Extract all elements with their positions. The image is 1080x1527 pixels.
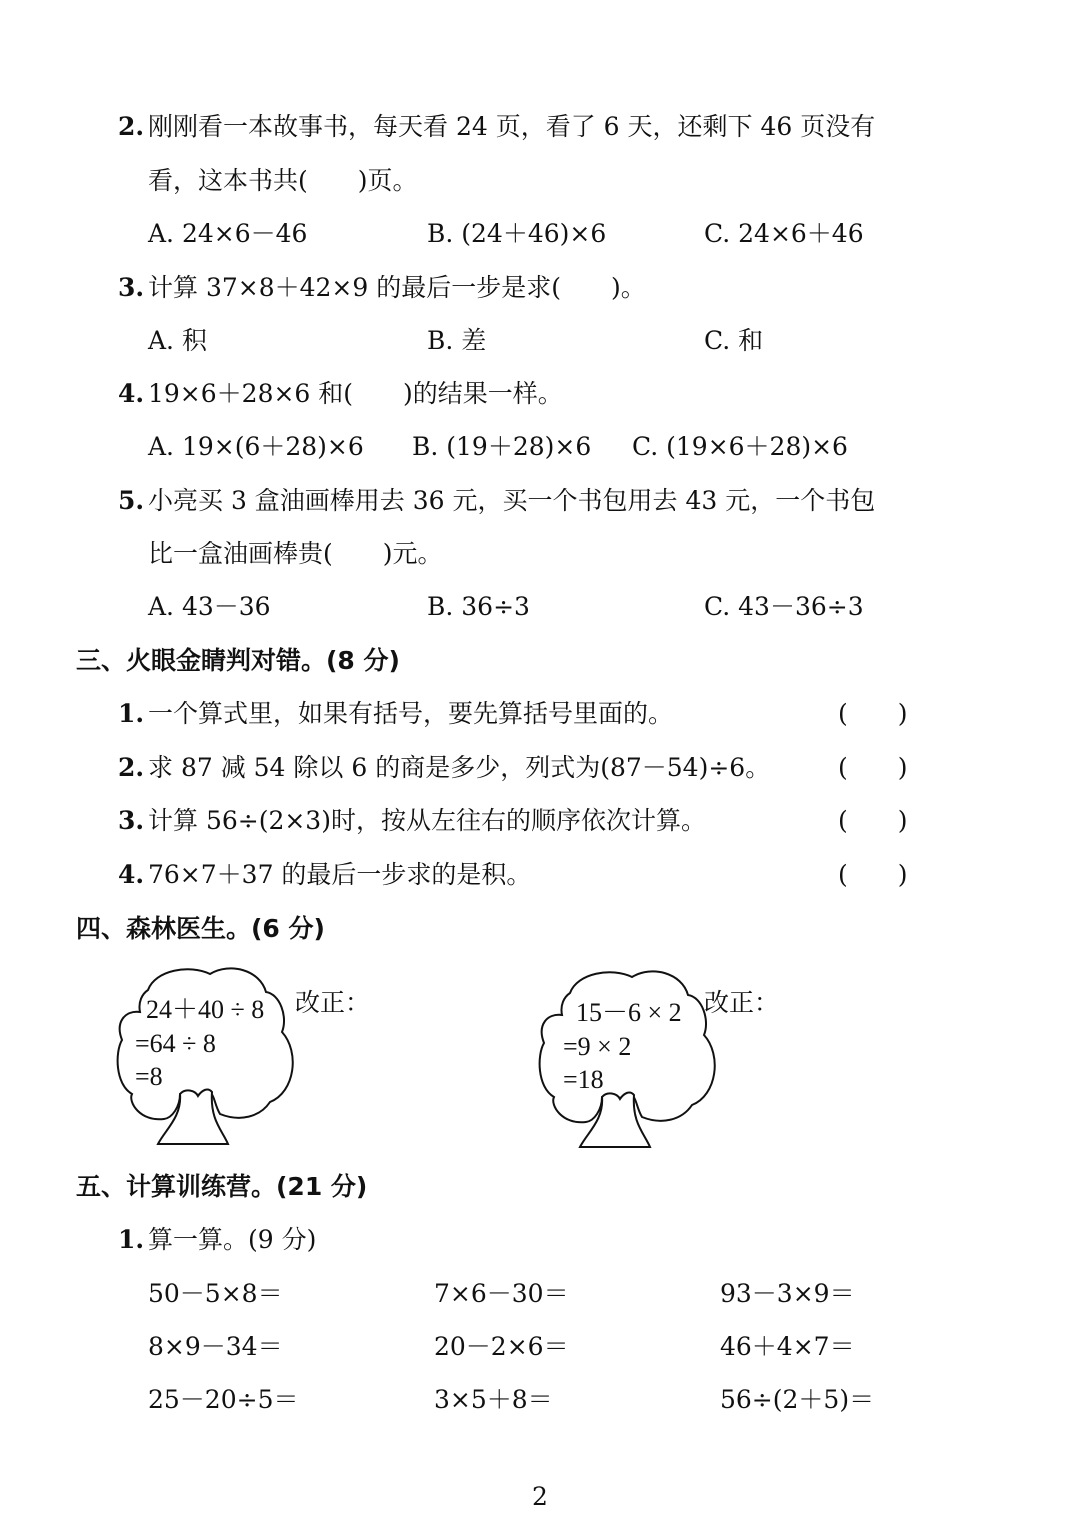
q5-option-b: B. 36÷3 xyxy=(427,592,530,621)
tree-1-line-1: 24＋40 ÷ 8 xyxy=(146,995,265,1024)
calc-r1-c1: 50－5×8＝ xyxy=(148,1279,283,1308)
tree-2-correction-label: 改正： xyxy=(704,988,780,1017)
calc-r3-c1: 25－20÷5＝ xyxy=(148,1385,299,1414)
q2-option-a: A. 24×6－46 xyxy=(148,219,308,248)
q3-text: 计算 37×8＋42×9 的最后一步是求( )。 xyxy=(148,273,646,302)
tree-2-line-2: =9 × 2 xyxy=(563,1032,632,1061)
q4-option-a: A. 19×(6＋28)×6 xyxy=(148,432,364,461)
tree-2-line-1: 15－6 × 2 xyxy=(576,998,682,1027)
judge-3-number: 3. xyxy=(118,806,145,835)
tree-2-line-3: =18 xyxy=(563,1065,604,1094)
judge-2-text: 求 87 减 54 除以 6 的商是多少，列式为(87－54)÷6。 xyxy=(148,753,771,782)
judge-2-number: 2. xyxy=(118,753,145,782)
section-4-title: 四、森林医生。(6 分) xyxy=(76,914,325,943)
tree-1-line-3: =8 xyxy=(135,1062,163,1091)
s5-sub-title: 算一算。(9 分) xyxy=(148,1225,317,1254)
q3-number: 3. xyxy=(118,273,145,302)
judge-2-answer-blank[interactable]: ( ) xyxy=(838,753,908,782)
q4-number: 4. xyxy=(118,379,145,408)
tree-2-drawing xyxy=(532,965,732,1155)
q2-number: 2. xyxy=(118,112,145,141)
judge-4-answer-blank[interactable]: ( ) xyxy=(838,860,908,889)
q5-text-line2: 比一盒油画棒贵( )元。 xyxy=(148,539,443,568)
q3-option-b: B. 差 xyxy=(427,326,487,355)
q2-text-line2: 看，这本书共( )页。 xyxy=(148,166,418,195)
calc-r2-c1: 8×9－34＝ xyxy=(148,1332,283,1361)
q2-option-b: B. (24＋46)×6 xyxy=(427,219,607,248)
judge-1-number: 1. xyxy=(118,699,145,728)
q2-text-line1: 刚刚看一本故事书，每天看 24 页，看了 6 天，还剩下 46 页没有 xyxy=(148,112,876,141)
q4-text: 19×6＋28×6 和( )的结果一样。 xyxy=(148,379,563,408)
page-number: 2 xyxy=(532,1482,548,1511)
section-3-title: 三、火眼金睛判对错。(8 分) xyxy=(76,646,400,675)
q5-option-a: A. 43－36 xyxy=(148,592,271,621)
s5-sub-number: 1. xyxy=(118,1225,145,1254)
q4-option-c: C. (19×6＋28)×6 xyxy=(632,432,848,461)
q5-text-line1: 小亮买 3 盒油画棒用去 36 元，买一个书包用去 43 元，一个书包 xyxy=(148,486,876,515)
judge-1-text: 一个算式里，如果有括号，要先算括号里面的。 xyxy=(148,699,674,728)
q4-option-b: B. (19＋28)×6 xyxy=(412,432,592,461)
calc-r1-c2: 7×6－30＝ xyxy=(434,1279,569,1308)
calc-r1-c3: 93－3×9＝ xyxy=(720,1279,855,1308)
tree-1-correction-label: 改正： xyxy=(295,988,371,1017)
judge-4-text: 76×7＋37 的最后一步求的是积。 xyxy=(148,860,532,889)
calc-r3-c3: 56÷(2＋5)＝ xyxy=(720,1385,875,1414)
judge-3-text: 计算 56÷(2×3)时，按从左往右的顺序依次计算。 xyxy=(148,806,706,835)
calc-r2-c3: 46＋4×7＝ xyxy=(720,1332,855,1361)
q5-option-c: C. 43－36÷3 xyxy=(704,592,864,621)
tree-1-line-2: =64 ÷ 8 xyxy=(135,1029,216,1058)
judge-3-answer-blank[interactable]: ( ) xyxy=(838,806,908,835)
calc-r2-c2: 20－2×6＝ xyxy=(434,1332,569,1361)
q5-number: 5. xyxy=(118,486,145,515)
judge-4-number: 4. xyxy=(118,860,145,889)
q3-option-a: A. 积 xyxy=(148,326,207,355)
calc-r3-c2: 3×5＋8＝ xyxy=(434,1385,553,1414)
q2-option-c: C. 24×6＋46 xyxy=(704,219,864,248)
judge-1-answer-blank[interactable]: ( ) xyxy=(838,699,908,728)
section-5-title: 五、计算训练营。(21 分) xyxy=(76,1172,368,1201)
q3-option-c: C. 和 xyxy=(704,326,764,355)
